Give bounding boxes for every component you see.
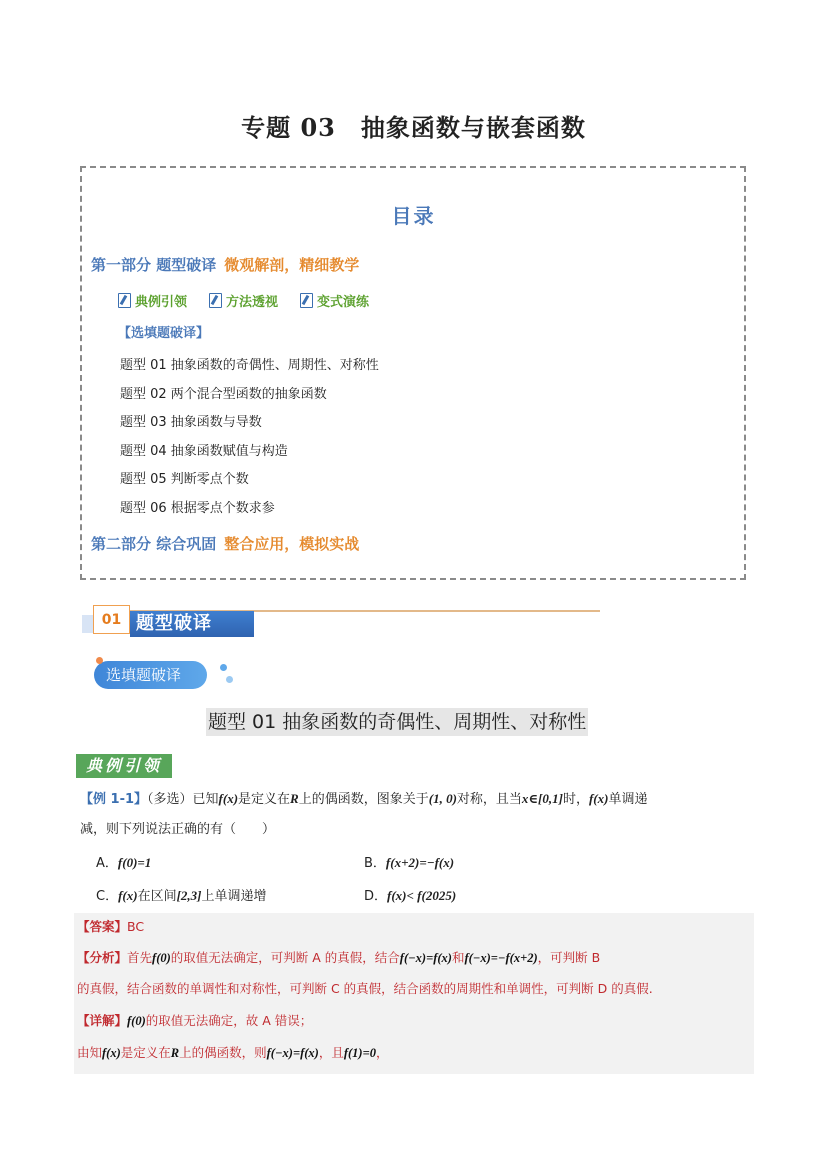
detail-text: 由知 bbox=[77, 1045, 103, 1060]
toc-item[interactable]: 题型 02 两个混合型函数的抽象函数 bbox=[120, 386, 327, 402]
question-type-title: 题型 01 抽象函数的奇偶性、周期性、对称性 bbox=[206, 708, 588, 736]
option-label: C． bbox=[96, 889, 119, 904]
math-expression: f(x) bbox=[218, 791, 239, 806]
toc-chip-label: 方法透视 bbox=[226, 295, 279, 310]
toc-item[interactable]: 题型 05 判断零点个数 bbox=[120, 472, 249, 487]
toc-part-2-label: 第二部分 综合巩固 bbox=[91, 535, 217, 553]
detail-text: 的取值无法确定，故 A 错误； bbox=[145, 1013, 313, 1028]
math-expression: R bbox=[290, 791, 299, 806]
pill-dot-decoration bbox=[226, 676, 233, 683]
detail-line-1 bbox=[77, 1010, 753, 1032]
toc-part-1[interactable] bbox=[91, 254, 359, 275]
math-expression: f(1)=0 bbox=[343, 1046, 376, 1060]
toc-heading: 目录 bbox=[391, 204, 436, 228]
analysis-text: 的取值无法确定，可判断 A 的真假，结合 bbox=[170, 950, 400, 965]
subsection-pill-label: 选填题破译 bbox=[106, 666, 182, 684]
document-pen-icon bbox=[209, 293, 222, 308]
math-expression: f(−x)=f(x) bbox=[399, 951, 452, 965]
detail-text: ， bbox=[375, 1045, 389, 1060]
math-expression: (1, 0) bbox=[428, 791, 457, 806]
analysis-text: 和 bbox=[451, 950, 465, 965]
toc-part-1-label: 第一部分 题型破译 bbox=[91, 256, 217, 274]
analysis-text: 首先 bbox=[127, 950, 153, 965]
pill-dot-decoration bbox=[96, 657, 103, 664]
option-b[interactable] bbox=[364, 852, 454, 875]
page-title: 专题 03 抽象函数与嵌套函数 bbox=[241, 113, 586, 142]
answer-value: BC bbox=[127, 919, 145, 934]
toc-item[interactable]: 题型 04 抽象函数赋值与构造 bbox=[120, 443, 288, 459]
toc-list bbox=[120, 357, 379, 528]
math-expression: R bbox=[170, 1046, 180, 1060]
analysis-text: ，可判断 B bbox=[537, 950, 601, 965]
question-text: 上的偶函数，图象关于 bbox=[298, 792, 429, 807]
math-expression: f(−x)=−f(x+2) bbox=[464, 951, 538, 965]
subsection-pill bbox=[94, 661, 207, 689]
option-label: D． bbox=[364, 889, 388, 904]
analysis-line-2: 的真假，结合函数的单调性和对称性，可判断 C 的真假，结合函数的周期性和单调性，可判断 D 的真假. bbox=[77, 981, 653, 996]
detail-tag: 【详解】 bbox=[77, 1013, 128, 1028]
option-c[interactable] bbox=[96, 885, 267, 908]
toc-section-label: 【选填题破译】 bbox=[118, 326, 210, 341]
question-text: 对称，且当 bbox=[456, 792, 522, 807]
toc-chip-label: 变式演练 bbox=[317, 295, 370, 310]
question-text: 单调递 bbox=[608, 792, 648, 807]
toc-chip-row bbox=[118, 291, 369, 310]
toc-item[interactable]: 题型 01 抽象函数的奇偶性、周期性、对称性 bbox=[120, 358, 379, 373]
math-expression: x∈[0,1] bbox=[521, 791, 563, 806]
document-pen-icon bbox=[118, 293, 131, 308]
detail-text: 是定义在 bbox=[120, 1045, 171, 1060]
math-expression: f(x) bbox=[118, 888, 138, 903]
toc-part-2[interactable] bbox=[91, 533, 359, 554]
toc-part-1-sub: 微观解剖，精细教学 bbox=[224, 256, 360, 274]
option-label: A． bbox=[96, 856, 118, 871]
toc-item[interactable]: 题型 06 根据零点个数求参 bbox=[120, 500, 275, 516]
question-text: 时， bbox=[562, 792, 589, 807]
section-banner-text: 题型破译 bbox=[130, 611, 254, 637]
option-text: 在区间 bbox=[137, 889, 177, 904]
detail-line-2 bbox=[77, 1042, 753, 1064]
toc-chip-practice[interactable] bbox=[300, 291, 369, 310]
toc-item[interactable]: 题型 03 抽象函数与导数 bbox=[120, 415, 262, 430]
toc-part-2-sub: 整合应用，模拟实战 bbox=[224, 535, 360, 553]
example-seal: 典例引领 bbox=[76, 754, 172, 778]
question-line-1 bbox=[80, 788, 760, 811]
math-expression: f(0)=1 bbox=[117, 855, 152, 870]
math-expression: f(x) bbox=[588, 791, 609, 806]
math-expression: f(x)< f(2025) bbox=[387, 888, 457, 903]
analysis-line-1 bbox=[77, 947, 753, 969]
option-d[interactable] bbox=[364, 885, 456, 908]
question-line-2: 减，则下列说法正确的有（ ） bbox=[80, 822, 276, 837]
toc-chip-examples[interactable] bbox=[118, 291, 187, 310]
toc-chip-label: 典例引领 bbox=[135, 295, 188, 310]
analysis-tag: 【分析】 bbox=[77, 950, 128, 965]
math-expression: f(−x)=f(x) bbox=[266, 1046, 319, 1060]
option-label: B． bbox=[364, 856, 386, 871]
math-expression: [2,3] bbox=[176, 888, 202, 903]
toc-chip-methods[interactable] bbox=[209, 291, 278, 310]
pill-dot-decoration bbox=[220, 664, 227, 671]
document-pen-icon bbox=[300, 293, 313, 308]
question-tag: 【例 1-1】 bbox=[80, 792, 148, 807]
math-expression: f(0) bbox=[127, 1014, 146, 1028]
section-banner-number: 01 bbox=[93, 605, 130, 634]
answer-line bbox=[77, 916, 753, 938]
question-text: 是定义在 bbox=[238, 792, 291, 807]
option-a[interactable] bbox=[96, 852, 151, 875]
math-expression: f(x+2)=−f(x) bbox=[385, 855, 455, 870]
answer-tag: 【答案】 bbox=[77, 919, 128, 934]
detail-text: ，且 bbox=[318, 1045, 344, 1060]
detail-text: 上的偶函数，则 bbox=[179, 1045, 267, 1060]
math-expression: f(x) bbox=[102, 1046, 121, 1060]
math-expression: f(0) bbox=[152, 951, 171, 965]
question-text: （多选）已知 bbox=[147, 792, 219, 807]
option-text: 上单调递增 bbox=[201, 889, 267, 904]
